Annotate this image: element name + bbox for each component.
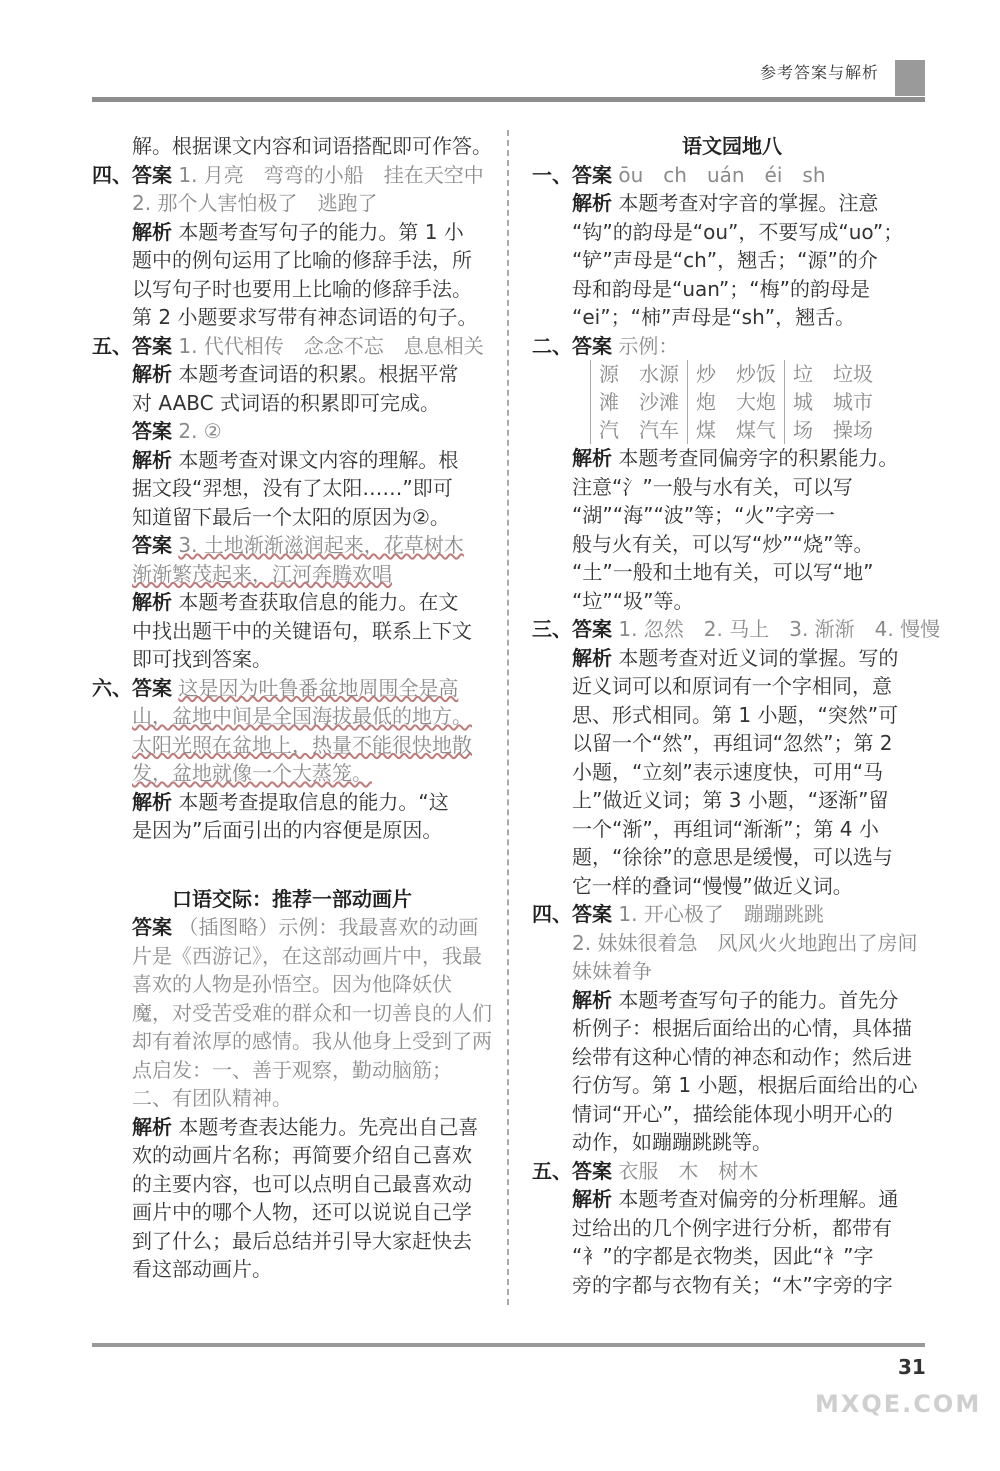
- section-label: 六、答案: [92, 675, 172, 700]
- analysis-text: 即可找到答案。: [132, 647, 272, 671]
- table-cell: 滩 沙滩: [591, 388, 688, 416]
- analysis-text: 近义词可以和原词有一个字相同，意: [572, 674, 892, 698]
- analysis-text: 画片中的哪个人物，还可以说说自己学: [132, 1200, 472, 1224]
- analysis-line: [92, 788, 492, 817]
- answer-text: 这是因为吐鲁番盆地周围全是高: [178, 675, 459, 700]
- text-line: 解。根据课文内容和词语搭配即可作答。: [132, 134, 492, 158]
- answer-text: 1. 忽然 2. 马上 3. 渐渐 4. 慢慢: [618, 617, 941, 641]
- analysis-text: 本题考查对字音的掌握。注意: [618, 191, 879, 215]
- analysis-line: [532, 644, 932, 673]
- section-5-answer: [532, 1157, 932, 1186]
- analysis-text: “湖”“海”“波”等；“火”字旁一: [572, 503, 835, 527]
- answer-label: 答案: [132, 915, 172, 939]
- analysis-line: [532, 986, 932, 1015]
- watermark-text: MXQE.COM: [815, 1390, 982, 1418]
- analysis-text: 是因为”后面引出的内容便是原因。: [132, 818, 443, 842]
- analysis-label: 解析: [132, 447, 172, 472]
- analysis-line: [92, 446, 492, 475]
- analysis-text: “钩”的韵母是“ou”，不要写成“uo”；: [572, 219, 904, 244]
- analysis-line: [532, 189, 932, 218]
- analysis-text: 小题，“立刻”表示速度快，可用“马: [572, 759, 884, 784]
- answer-line: [92, 531, 492, 560]
- header-title: 参考答案与解析: [760, 63, 880, 82]
- table-cell: 炒 炒饭: [688, 360, 785, 388]
- analysis-label: 解析: [572, 987, 612, 1012]
- answer-text: 片是《西游记》，在这部动画片中，我最: [132, 943, 482, 968]
- section-label: 三、答案: [532, 617, 612, 641]
- table-row: [591, 388, 882, 416]
- answer-text: 3. 土地渐渐滋润起来，花草树木: [178, 533, 464, 557]
- analysis-text: 般与火有关，可以写“炒”“烧”等。: [572, 531, 874, 556]
- analysis-text: “ei”；“柿”声母是“sh”，翘舌。: [572, 305, 856, 329]
- answer-text: 示例：: [618, 333, 679, 358]
- answer-text: 1. 月亮 弯弯的小船 挂在天空中: [178, 162, 484, 187]
- analysis-text: 它一样的叠词“慢慢”做近义词。: [572, 873, 853, 898]
- answer-line: [92, 913, 492, 942]
- analysis-label: 解析: [132, 1114, 172, 1139]
- analysis-text: 绘带有这种心情的神态和动作；然后进: [572, 1044, 912, 1069]
- analysis-line: [92, 360, 492, 389]
- analysis-line: [92, 218, 492, 247]
- analysis-text: 到了什么；最后总结并引导大家赶快去: [132, 1228, 472, 1253]
- answer-text: 2. 那个人害怕极了 逃跑了: [132, 191, 378, 215]
- analysis-label: 解析: [132, 219, 172, 244]
- analysis-text: 动作，如蹦蹦跳跳等。: [572, 1130, 772, 1154]
- analysis-text: “衤”的字都是衣物类，因此“衤”字: [572, 1244, 874, 1268]
- answer-text: 二、有团队精神。: [132, 1086, 292, 1110]
- analysis-text: 题，“徐徐”的意思是缓慢，可以选与: [572, 845, 893, 869]
- answer-line: [92, 417, 492, 446]
- table-cell: 垃 垃圾: [785, 360, 882, 388]
- analysis-text: 思、形式相同。第 1 小题，“突然”可: [572, 702, 899, 727]
- answer-text: 1. 开心极了 蹦蹦跳跳: [618, 902, 824, 926]
- page-number: 31: [898, 1355, 926, 1379]
- answer-label: 答案: [132, 533, 172, 557]
- analysis-text: 本题考查同偏旁字的积累能力。: [618, 446, 899, 470]
- analysis-text: 行仿写。第 1 小题，根据后面给出的心: [572, 1073, 918, 1097]
- table-cell: 场 操场: [785, 416, 882, 444]
- analysis-text: 本题考查表达能力。先亮出自己喜: [178, 1114, 479, 1139]
- analysis-text: “土”一般和土地有关，可以写“地”: [572, 560, 874, 584]
- section-label: 四、答案: [92, 162, 172, 187]
- section-label: 五、答案: [532, 1158, 612, 1183]
- section-label: 二、答案: [532, 333, 612, 358]
- analysis-line: [92, 1113, 492, 1142]
- analysis-label: 解析: [572, 645, 612, 670]
- answer-text: 妹妹着争: [572, 959, 652, 983]
- analysis-line: [532, 444, 932, 473]
- section-label: 五、答案: [92, 333, 172, 358]
- answer-text: 2. ②: [178, 419, 222, 443]
- section-6-answer: [92, 674, 492, 703]
- analysis-text: 本题考查对偏旁的分析理解。通: [618, 1187, 899, 1211]
- analysis-text: 注意“氵”一般与水有关，可以写: [572, 474, 853, 499]
- answer-text: 渐渐繁茂起来，江河奔腾欢唱: [132, 561, 392, 586]
- right-column: [532, 132, 941, 1299]
- analysis-text: 本题考查词语的积累。根据平常: [178, 362, 459, 386]
- answer-text: ōu ch uán éi sh: [618, 162, 826, 187]
- header-tab: [895, 60, 925, 96]
- answer-text: 点启发：一、善于观察，勤动脑筋；: [132, 1057, 452, 1082]
- table-row: [591, 360, 882, 388]
- analysis-text: 本题考查写句子的能力。首先分: [618, 987, 899, 1012]
- header-rule: [92, 97, 925, 102]
- analysis-text: 母和韵母是“uan”；“梅”的韵母是: [572, 276, 870, 301]
- analysis-text: 本题考查写句子的能力。第 1 小: [178, 219, 464, 244]
- oral-section-title: 口语交际：推荐一部动画片: [172, 886, 412, 911]
- analysis-text: 第 2 小题要求写带有神态词语的句子。: [132, 305, 478, 329]
- section-label: 一、答案: [532, 162, 612, 187]
- table-cell: 炮 大炮: [688, 388, 785, 416]
- analysis-text: 题中的例句运用了比喻的修辞手法，所: [132, 248, 472, 272]
- left-column: [92, 132, 492, 1284]
- analysis-line: [532, 1185, 932, 1214]
- right-section-title: 语文园地八: [682, 134, 782, 158]
- analysis-text: 以写句子时也要用上比喻的修辞手法。: [132, 276, 472, 301]
- analysis-text: 过给出的几个例字进行分析，都带有: [572, 1215, 892, 1240]
- analysis-text: 知道留下最后一个太阳的原因为②。: [132, 504, 450, 529]
- answer-text: 发，盆地就像一个大蒸笼。: [132, 761, 372, 785]
- analysis-text: 本题考查获取信息的能力。在文: [178, 590, 459, 614]
- analysis-text: 析例子：根据后面给出的心情，具体描: [572, 1016, 912, 1040]
- section-2-answer: [532, 332, 932, 361]
- table-cell: 煤 煤气: [688, 416, 785, 444]
- analysis-label: 解析: [132, 590, 172, 614]
- answer-text: 山，盆地中间是全国海拔最低的地方。: [132, 704, 472, 728]
- answer-label: 答案: [132, 419, 172, 443]
- section-5-answer: [92, 332, 492, 361]
- analysis-text: “垃”“圾”等。: [572, 588, 694, 613]
- section-4-answer: [92, 161, 492, 190]
- analysis-text: 情词“开心”，描绘能体现小明开心的: [572, 1101, 893, 1126]
- analysis-text: 中找出题干中的关键语句，联系上下文: [132, 618, 472, 643]
- table-cell: 城 城市: [785, 388, 882, 416]
- column-divider: [507, 130, 509, 1305]
- analysis-text: 据文段“羿想，没有了太阳……”即可: [132, 476, 453, 500]
- analysis-label: 解析: [132, 362, 172, 386]
- analysis-text: 一个“渐”，再组词“渐渐”；第 4 小: [572, 816, 879, 841]
- analysis-text: 以留一个“然”，再组词“忽然”；第 2: [572, 731, 893, 755]
- analysis-label: 解析: [572, 446, 612, 470]
- section-1-answer: [532, 161, 932, 190]
- analysis-text: 本题考查对近义词的掌握。写的: [618, 645, 899, 670]
- table-row: [591, 416, 882, 444]
- analysis-label: 解析: [132, 789, 172, 814]
- analysis-text: 的主要内容，也可以点明自己最喜欢动: [132, 1171, 472, 1196]
- table-cell: 源 水源: [591, 360, 688, 388]
- analysis-text: 看这部动画片。: [132, 1257, 272, 1281]
- section-3-answer: [532, 615, 941, 644]
- answer-text: 衣服 木 树木: [618, 1158, 759, 1183]
- analysis-text: “铲”声母是“ch”，翘舌；“源”的介: [572, 248, 878, 272]
- section-4-answer: [532, 900, 932, 929]
- answer-text: （插图略）示例：我最喜欢的动画: [178, 915, 479, 939]
- answer-text: 却有着浓厚的感情。我从他身上受到了两: [132, 1029, 492, 1053]
- analysis-text: 上”做近义词；第 3 小题，“逐渐”留: [572, 788, 889, 812]
- answer-text: 魔，对受苦受难的群众和一切善良的人们: [132, 1000, 492, 1025]
- analysis-text: 欢的动画片名称；再简要介绍自己喜欢: [132, 1143, 472, 1167]
- answer-text: 太阳光照在盆地上，热量不能很快地散: [132, 732, 472, 757]
- analysis-label: 解析: [572, 191, 612, 215]
- footer-rule: [92, 1343, 925, 1347]
- table-cell: 汽 汽车: [591, 416, 688, 444]
- analysis-text: 对 AABC 式词语的积累即可完成。: [132, 390, 440, 415]
- answer-text: 2. 妹妹很着急 风风火火地跑出了房间: [572, 930, 918, 955]
- radical-table: [590, 360, 881, 444]
- answer-text: 1. 代代相传 念念不忘 息息相关: [178, 333, 484, 358]
- section-label: 四、答案: [532, 902, 612, 926]
- analysis-text: 本题考查提取信息的能力。“这: [178, 789, 449, 814]
- analysis-text: 旁的字都与衣物有关；“木”字旁的字: [572, 1272, 893, 1297]
- analysis-label: 解析: [572, 1187, 612, 1211]
- analysis-line: [92, 588, 492, 617]
- answer-text: 喜欢的人物是孙悟空。因为他降妖伏: [132, 972, 452, 996]
- analysis-text: 本题考查对课文内容的理解。根: [178, 447, 459, 472]
